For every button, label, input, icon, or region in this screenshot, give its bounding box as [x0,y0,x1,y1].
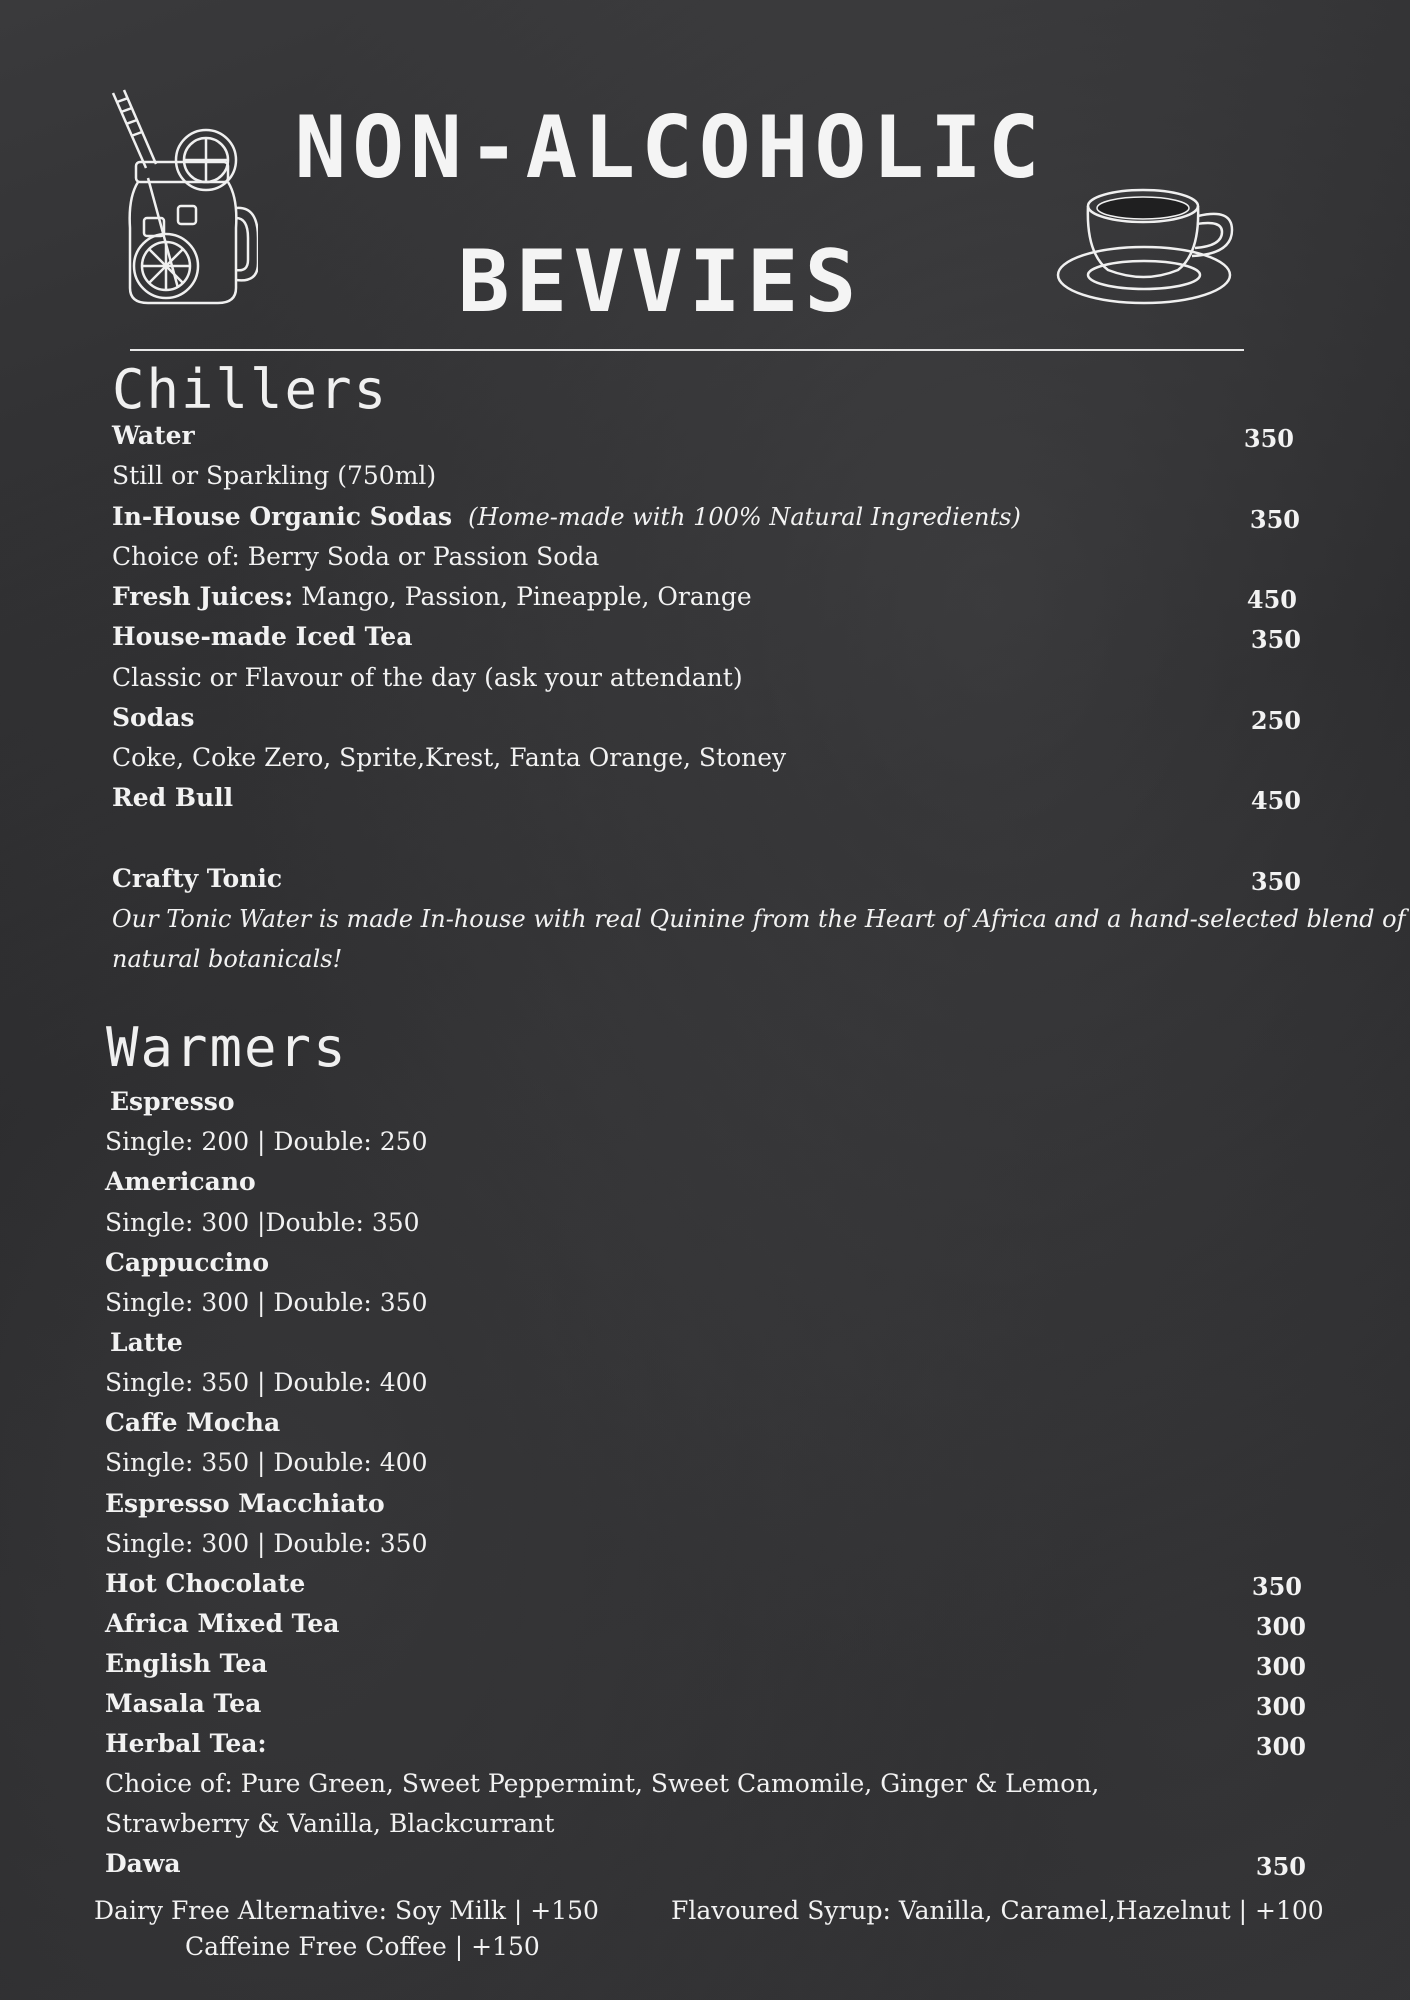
item-name-iced-tea: House-made Iced Tea [112,622,413,651]
item-price-english-tea: 300 [1255,1652,1306,1681]
footer-syrup: Flavoured Syrup: Vanilla, Caramel,Hazelnut | +100 [671,1896,1324,1925]
menu-title-line1: NON-ALCOHOLIC [294,98,1046,198]
item-name-hot-chocolate: Hot Chocolate [105,1569,306,1598]
item-desc-sodas: Coke, Coke Zero, Sprite,Krest, Fanta Orange, Stoney [112,743,787,772]
item-desc-herbal-tea-line2: Strawberry & Vanilla, Blackcurrant [105,1809,555,1838]
item-price-water: 350 [1243,424,1294,453]
item-name-organic-sodas: In-House Organic Sodas [112,502,453,531]
item-juices [112,577,752,617]
item-desc-latte: Single: 350 | Double: 400 [105,1368,428,1397]
item-name-juices: Fresh Juices: [112,582,294,611]
item-name-masala-tea: Masala Tea [105,1689,262,1718]
item-price-juices: 450 [1246,585,1297,614]
item-desc-espresso: Single: 200 | Double: 250 [105,1127,428,1156]
item-desc-mocha: Single: 350 | Double: 400 [105,1448,428,1477]
item-name-red-bull: Red Bull [112,783,234,812]
section-heading-warmers: Warmers [106,1016,348,1079]
item-desc-juices: Mango, Passion, Pineapple, Orange [293,582,752,611]
item-desc-water: Still or Sparkling (750ml) [112,461,437,490]
item-price-iced-tea: 350 [1250,625,1301,654]
item-price-sodas: 250 [1250,706,1301,735]
item-price-tonic: 350 [1250,867,1301,896]
item-name-sodas: Sodas [112,703,195,732]
item-organic-sodas [112,497,1021,537]
item-name-dawa: Dawa [105,1849,181,1878]
item-name-cappuccino: Cappuccino [105,1248,270,1277]
item-price-herbal-tea: 300 [1255,1732,1306,1761]
item-name-espresso: Espresso [110,1087,235,1116]
item-price-organic-sodas: 350 [1249,505,1300,534]
item-name-africa-tea: Africa Mixed Tea [105,1609,340,1638]
item-note-organic-sodas: (Home-made with 100% Natural Ingredients) [468,503,1021,531]
item-desc-cappuccino: Single: 300 | Double: 350 [105,1288,428,1317]
item-desc-americano: Single: 300 |Double: 350 [105,1208,420,1237]
item-name-mocha: Caffe Mocha [105,1408,281,1437]
title-divider [130,349,1244,351]
item-price-dawa: 350 [1255,1852,1306,1881]
item-price-africa-tea: 300 [1255,1612,1306,1641]
item-name-herbal-tea: Herbal Tea: [105,1729,267,1758]
item-name-latte: Latte [110,1328,183,1357]
item-desc-organic-sodas: Choice of: Berry Soda or Passion Soda [112,542,600,571]
item-name-water: Water [112,421,195,450]
menu-title-line2: BEVVIES [457,232,863,332]
item-desc-herbal-tea-line1: Choice of: Pure Green, Sweet Peppermint, Sweet Camomile, Ginger & Lemon, [105,1769,1100,1798]
section-heading-chillers: Chillers [112,358,389,421]
item-desc-iced-tea: Classic or Flavour of the day (ask your attendant) [112,663,743,692]
item-name-tonic: Crafty Tonic [112,864,283,893]
item-name-macchiato: Espresso Macchiato [105,1489,385,1518]
footer-caffeine-free: Caffeine Free Coffee | +150 [185,1932,540,1961]
item-desc-tonic-line1: Our Tonic Water is made In-house with real Quinine from the Heart of Africa and a hand-selected blend of [112,905,1406,933]
item-price-hot-chocolate: 350 [1251,1572,1302,1601]
item-desc-macchiato: Single: 300 | Double: 350 [105,1529,428,1558]
item-price-masala-tea: 300 [1255,1692,1306,1721]
item-name-english-tea: English Tea [105,1649,268,1678]
item-desc-tonic-line2: natural botanicals! [112,945,343,973]
footer-dairy-free: Dairy Free Alternative: Soy Milk | +150 [94,1896,599,1925]
item-price-red-bull: 450 [1250,786,1301,815]
item-name-americano: Americano [105,1167,256,1196]
